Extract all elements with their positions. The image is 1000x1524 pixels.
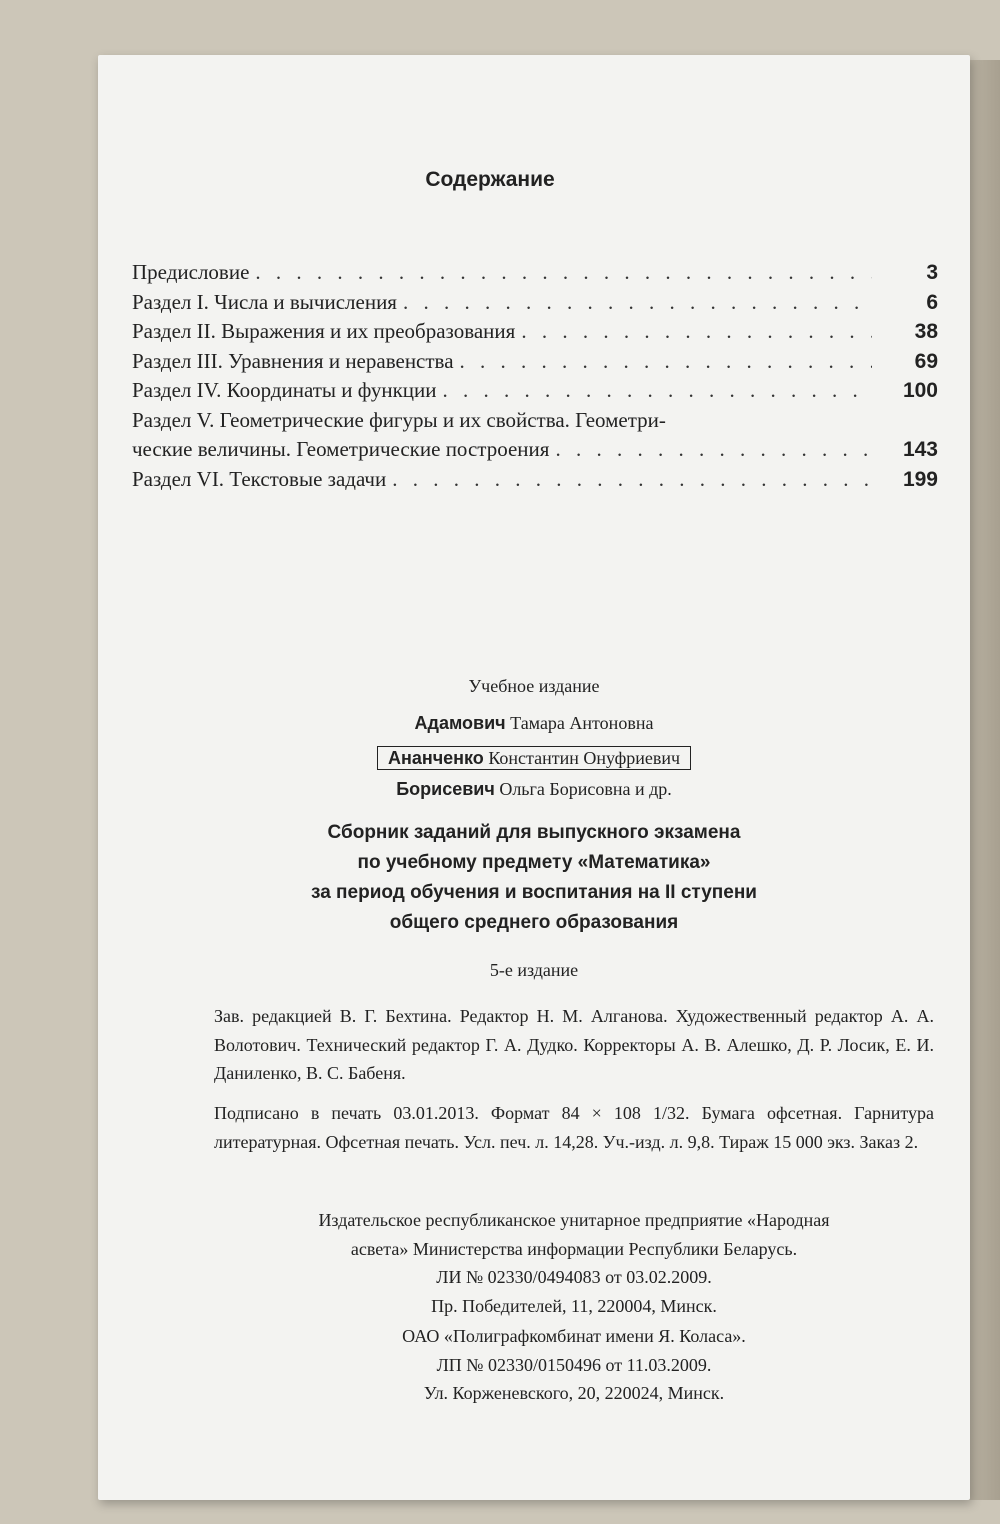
toc-entry: [132, 465, 938, 495]
toc-entry-label: Раздел IV. Координаты и функции: [132, 378, 437, 402]
toc-entry-label: Раздел III. Уравнения и неравенства: [132, 348, 454, 373]
toc-entry-label: Раздел V. Геометрические фигуры и их свойства. Геометри-: [132, 407, 666, 432]
publisher-line: ЛИ № 02330/0494083 от 03.02.2009.: [436, 1267, 712, 1287]
book-title-line: общего среднего образования: [389, 912, 679, 933]
toc-entry-first-line: [132, 406, 938, 436]
edition-type: Учебное издание: [468, 676, 600, 696]
toc-entry-page: 143: [902, 438, 938, 461]
printer-info: [214, 1322, 934, 1408]
author-surname: Ананченко: [387, 748, 484, 768]
toc-entry-page: 100: [902, 379, 938, 402]
printer-line: Ул. Корженевского, 20, 220024, Минск.: [423, 1383, 725, 1403]
editors-credits: Зав. редакцией В. Г. Бехтина. Редактор Н. М. Алганова. Художественный редактор А. А. Волотович. Технический редактор Г. А. Дудко. Корректоры А. В. Алешко, Д. Р. Лосик, Е. И. Даниленко, В. С. Бабеня.: [214, 1006, 934, 1083]
toc-title: Содержание: [425, 168, 555, 191]
toc-entry-label-continued: ческие величины. Геометрические построения: [132, 437, 550, 461]
toc-entry: [132, 347, 938, 377]
toc-entry-page: 6: [926, 290, 938, 314]
author-highlight-box: [377, 746, 691, 770]
toc-leader-dots: [443, 376, 873, 406]
toc-entry-page: 3: [926, 261, 938, 284]
table-of-contents: [132, 258, 938, 494]
toc-entry: [132, 258, 938, 288]
author-name: Ольга Борисовна и др.: [499, 779, 672, 799]
publisher-info: [214, 1206, 934, 1320]
toc-entry: [132, 376, 938, 406]
toc-leader-dots: [555, 435, 872, 465]
publisher-line: асвета» Министерства информации Республики Беларусь.: [350, 1238, 798, 1259]
book-title-line: Сборник заданий для выпускного экзамена: [327, 822, 741, 843]
toc-leader-dots: [403, 288, 872, 318]
toc-leader-dots: [460, 347, 872, 377]
toc-leader-dots: [521, 317, 872, 347]
author: [98, 748, 970, 769]
printer-line: ОАО «Полиграфкомбинат имени Я. Коласа».: [402, 1326, 746, 1346]
book-title: [98, 818, 970, 938]
toc-entry-label: Раздел II. Выражения и их преобразования: [132, 319, 516, 343]
toc-leader-dots: [255, 258, 872, 288]
printer-line: ЛП № 02330/0150496 от 11.03.2009.: [436, 1354, 712, 1375]
author: [98, 779, 970, 800]
author-name: Тамара Антоновна: [510, 713, 654, 733]
publisher-line: Издательское республиканское унитарное предприятие «Народная: [318, 1210, 830, 1230]
book-title-line: за период обучения и воспитания на II ступени: [311, 882, 757, 903]
author-surname: Адамович: [414, 713, 506, 733]
toc-entry: [132, 288, 938, 318]
toc-entry-label: Раздел VI. Текстовые задачи: [132, 466, 387, 491]
toc-entry: [132, 435, 938, 465]
toc-entry: [132, 317, 938, 347]
toc-leader-dots: [392, 465, 872, 495]
toc-entry-page: 199: [902, 467, 938, 491]
toc-entry-page: 69: [914, 349, 938, 373]
edition-number: 5-е издание: [489, 960, 579, 980]
book-title-line: по учебному предмету «Математика»: [357, 852, 711, 873]
publisher-line: Пр. Победителей, 11, 220004, Минск.: [431, 1295, 717, 1316]
toc-entry-label: Предисловие: [132, 260, 250, 284]
author: [98, 713, 970, 734]
author-surname: Борисевич: [396, 779, 495, 799]
imprint-details: Подписано в печать 03.01.2013. Формат 84 × 108 1/32. Бумага офсетная. Гарнитура литературная. Офсетная печать. Усл. печ. л. 14,28. Уч.-изд. л. 9,8. Тираж 15 000 экз. Заказ 2.: [214, 1103, 934, 1152]
author-name: Константин Онуфриевич: [488, 748, 681, 768]
toc-entry-label: Раздел I. Числа и вычисления: [132, 289, 397, 314]
toc-entry-page: 38: [914, 320, 938, 343]
